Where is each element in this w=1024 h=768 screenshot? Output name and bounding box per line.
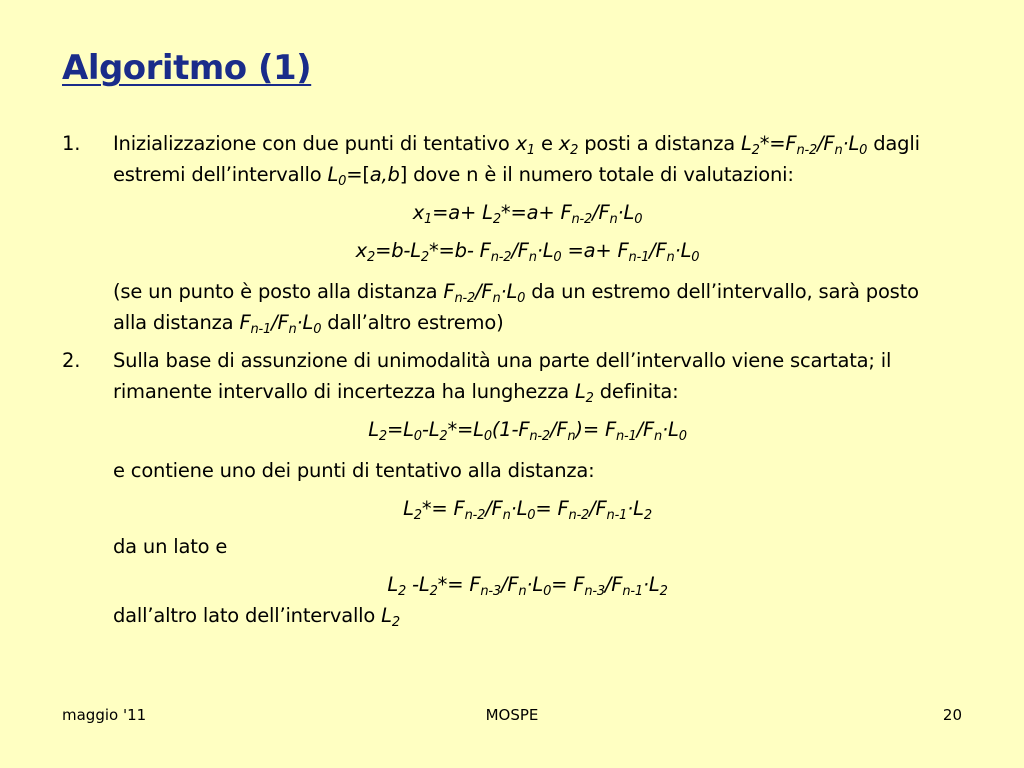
list-item-2 bbox=[62, 345, 942, 407]
math-symbol: *=F bbox=[759, 132, 797, 155]
other-side-text: dall’altro lato dell’intervallo $L_2$ bbox=[113, 604, 400, 630]
footer-page-number: 20 bbox=[942, 706, 962, 724]
side-text: da un lato e bbox=[113, 535, 228, 558]
text-run: =[ bbox=[346, 163, 370, 186]
math-subscript: 1 bbox=[526, 143, 535, 158]
math-symbol: ·L bbox=[842, 132, 860, 155]
footer-course: MOSPE bbox=[485, 706, 539, 724]
math-subscript: 2 bbox=[751, 143, 760, 158]
math-subscript: 0 bbox=[338, 174, 347, 189]
contains-text: e contiene uno dei punti di tentativo alla distanza: bbox=[113, 459, 595, 482]
footer-date: maggio '11 bbox=[62, 706, 147, 724]
math-symbol: x bbox=[515, 132, 527, 155]
list-item-2-text: Sulla base di assunzione di unimodalità una parte dell’intervallo viene scartata; il rimanente intervallo di incertezza ha lunghezza $L_2$ definita: bbox=[113, 349, 892, 406]
math-subscript: 0 bbox=[859, 143, 868, 158]
math-subscript: n bbox=[834, 143, 843, 158]
text-run: e bbox=[534, 132, 559, 155]
formula-x1: $x_1=a+ L_2*=a+ F_{n-2}/F_n\cdot L_0$ bbox=[412, 201, 643, 227]
math-symbol: L bbox=[740, 132, 752, 155]
math-symbol: L bbox=[327, 163, 339, 186]
list-number-1: 1. bbox=[62, 132, 81, 155]
list-item-1-text bbox=[113, 128, 942, 190]
text-run: dagli estremi dell’intervallo bbox=[113, 132, 920, 186]
formula-x2: $x_2=b-L_2*=b-$ $F_{n-2}/F_n\cdot L_0 =a+ F_{n-1}/F_n\cdot L_0$ bbox=[355, 239, 700, 265]
list-number-2: 2. bbox=[62, 349, 81, 372]
text-run: ] dove n è il numero totale di valutazioni: bbox=[399, 163, 794, 186]
math-symbol: a,b bbox=[369, 163, 400, 186]
list-item-1 bbox=[62, 128, 942, 190]
slide-title: Algoritmo (1) bbox=[62, 48, 312, 88]
formula-l2: $L_2=L_0-L_2*=L_0(1-F_{n-2}/F_n)= F_{n-1}/F_n\cdot L_0$ bbox=[368, 418, 687, 444]
formula-l2-minus: $L_2$ $-L_2*= F_{n-3}/F_n\cdot L_0= F_{n-3}/F_{n-1}\cdot L_2$ bbox=[387, 573, 668, 599]
math-symbol: /F bbox=[817, 132, 835, 155]
text-run: posti a distanza bbox=[578, 132, 741, 155]
math-subscript: n-2 bbox=[796, 143, 818, 158]
text-run: Inizializzazione con due punti di tentativo bbox=[113, 132, 516, 155]
math-subscript: 2 bbox=[570, 143, 579, 158]
formula-l2-star: $L_2*= F_{n-2}/F_n\cdot L_0= F_{n-2}/F_{n-1}\cdot L_2$ bbox=[403, 497, 652, 523]
note-paragraph: (se un punto è posto alla distanza $F_{n-2}/F_n\cdot L_0$ da un estremo dell’intervallo, sarà posto alla distanza $F_{n-1}/F_n\cdot L_0$ dall’altro estremo) bbox=[113, 280, 919, 337]
slide-content bbox=[62, 128, 942, 631]
math-symbol: x bbox=[558, 132, 571, 155]
